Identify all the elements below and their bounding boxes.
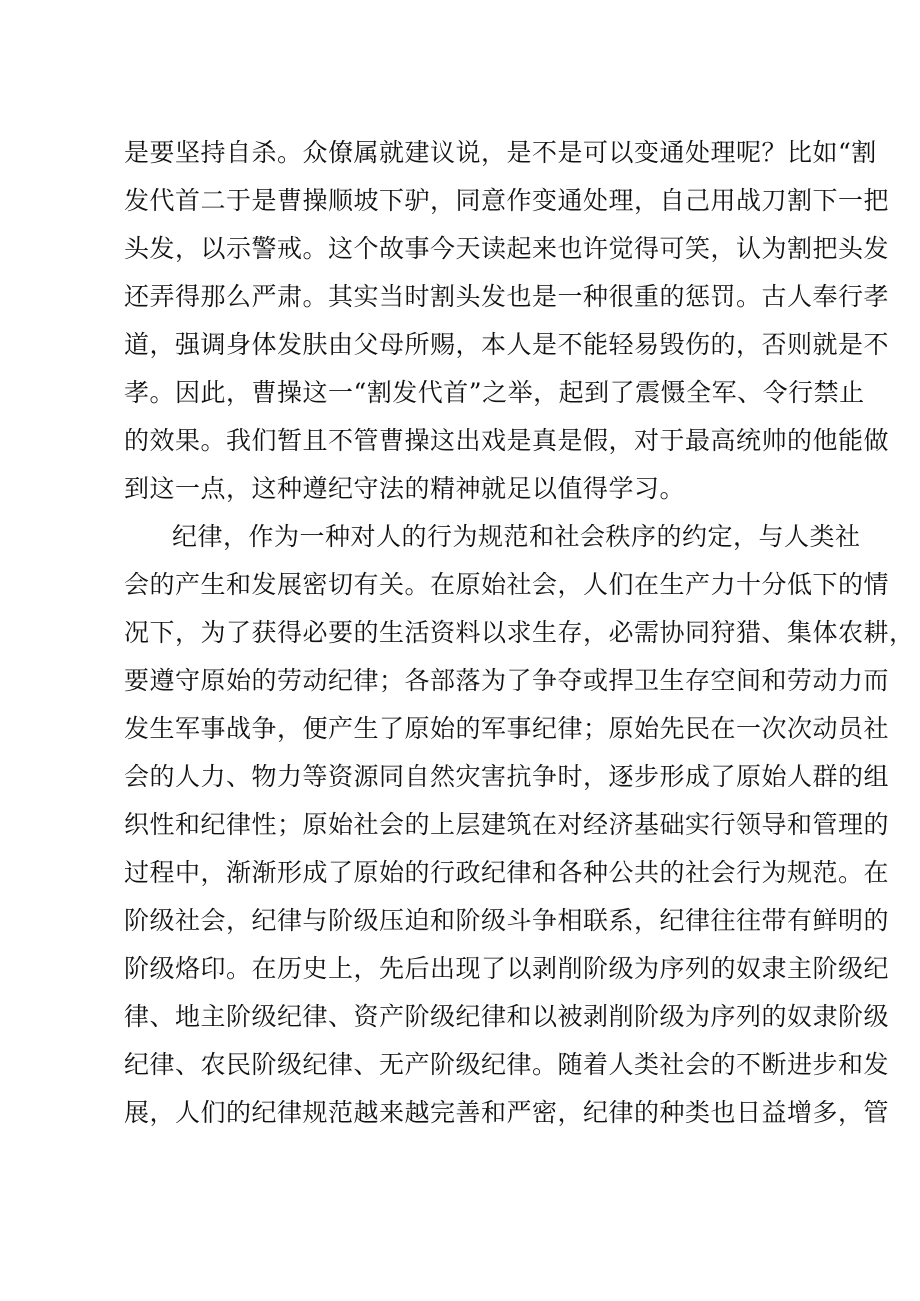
- paragraph-line: 是要坚持自杀。众僚属就建议说，是不是可以变通处理呢？比如“割: [124, 138, 877, 167]
- paragraph-line: 还弄得那么严肃。其实当时割头发也是一种很重的惩罚。古人奉行孝: [124, 282, 890, 311]
- paragraph-line: 织性和纪律性；原始社会的上层建筑在对经济基础实行领导和管理的: [124, 810, 890, 839]
- paragraph-line: 发代首二于是曹操顺坡下驴，同意作变通处理，自己用战刀割下一把: [124, 186, 890, 215]
- paragraph-line: 发生军事战争，便产生了原始的军事纪律；原始先民在一次次动员社: [124, 714, 890, 743]
- paragraph-line: 会的人力、物力等资源同自然灾害抗争时，逐步形成了原始人群的组: [124, 762, 890, 791]
- paragraph-line: 过程中，渐渐形成了原始的行政纪律和各种公共的社会行为规范。在: [124, 858, 890, 887]
- paragraph-line: 纪律，作为一种对人的行为规范和社会秩序的约定，与人类社: [172, 522, 861, 551]
- paragraph-line: 到这一点，这种遵纪守法的精神就足以值得学习。: [124, 474, 686, 503]
- paragraph-line: 的效果。我们暂且不管曹操这出戏是真是假，对于最高统帅的他能做: [124, 426, 890, 455]
- paragraph-line: 律、地主阶级纪律、资产阶级纪律和以被剥削阶级为序列的奴隶阶级: [124, 1002, 890, 1031]
- paragraph-line: 阶级社会，纪律与阶级压迫和阶级斗争相联系，纪律往往带有鲜明的: [124, 906, 890, 935]
- paragraph-line: 况下，为了获得必要的生活资料以求生存，必需协同狩猎、集体农耕，: [124, 618, 915, 647]
- paragraph-line: 道，强调身体发肤由父母所赐，本人是不能轻易毁伤的，否则就是不: [124, 330, 890, 359]
- paragraph-line: 孝。因此，曹操这一“割发代首”之举，起到了震慑全军、令行禁止: [124, 378, 865, 407]
- paragraph-line: 纪律、农民阶级纪律、无产阶级纪律。随着人类社会的不断进步和发: [124, 1050, 890, 1079]
- paragraph-line: 阶级烙印。在历史上，先后出现了以剥削阶级为序列的奴隶主阶级纪: [124, 954, 890, 983]
- paragraph-line: 头发，以示警戒。这个故事今天读起来也许觉得可笑，认为割把头发: [124, 234, 890, 263]
- paragraph-line: 展，人们的纪律规范越来越完善和严密，纪律的种类也日益增多，管: [124, 1098, 890, 1127]
- paragraph-line: 要遵守原始的劳动纪律；各部落为了争夺或捍卫生存空间和劳动力而: [124, 666, 890, 695]
- paragraph-line: 会的产生和发展密切有关。在原始社会，人们在生产力十分低下的情: [124, 570, 890, 599]
